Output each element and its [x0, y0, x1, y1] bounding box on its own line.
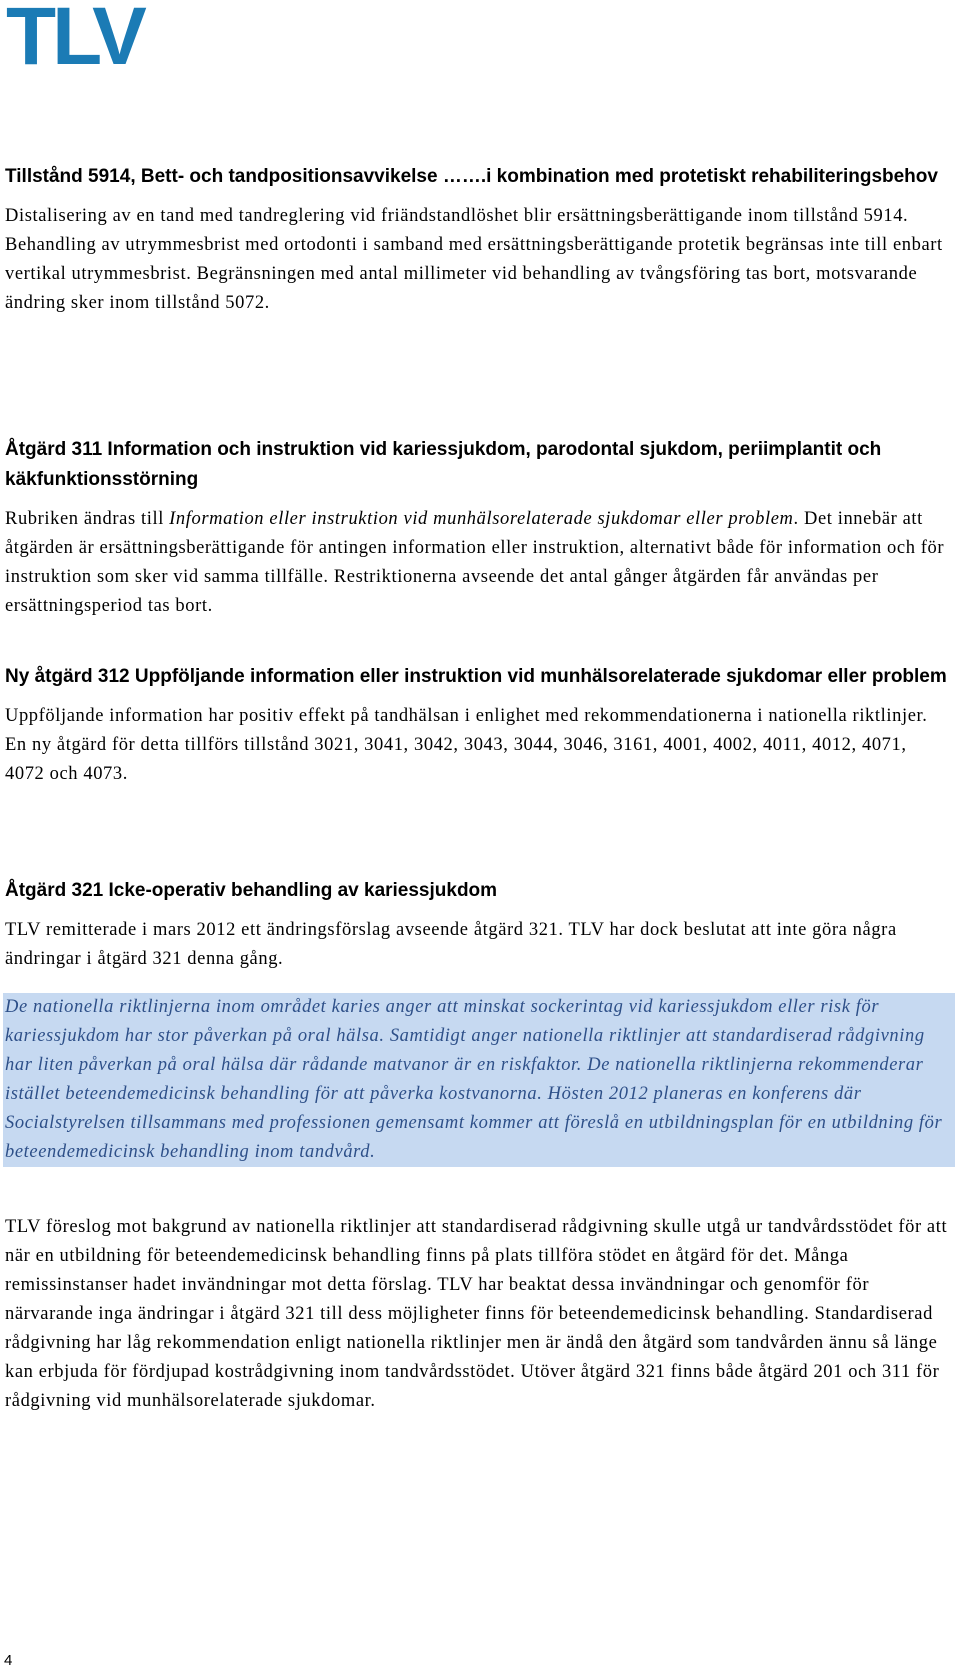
section-atgard-321-continued: [5, 1213, 950, 1416]
section-heading: Ny åtgärd 312 Uppföljande information eller instruktion vid munhälsorelaterade sjukdomar eller problem: [5, 666, 947, 687]
section-heading: Åtgärd 321 Icke-operativ behandling av kariessjukdom: [5, 880, 498, 901]
quote-text: De nationella riktlinjerna inom området karies anger att minskat sockerintag vid kariessjukdom eller risk för kariessjukdom har stor påverkan på oral hälsa. Samtidigt anger nationella riktlinjer att standardiserad rådgivning har liten påverkan på oral hälsa där rådande matvanor är en riskfaktor. De nationella riktlinjerna rekommenderar istället beteendemedicinsk behandling för att påverka kostvanorna. Hösten 2012 planeras en konferens där Socialstyrelsen tillsammans med professionen gemensamt kommer att föreslå en utbildningsplan för en utbildning för beteendemedicinsk behandling inom tandvård.: [5, 997, 943, 1162]
body-prefix: Rubriken ändras till: [5, 509, 170, 529]
section-atgard-321: [5, 876, 950, 974]
section-body: Distalisering av en tand med tandreglering vid friändstandlöshet blir ersättningsberättigande inom tillstånd 5914. Behandling av utrymmesbrist med ortodonti i samband med ersättningsberättigande protetik begränsas inte till enbart vertikal utrymmesbrist. Begränsningen med antal millimeter vid behandling av tvångsföring tas bort, motsvarande ändring sker inom tillstånd 5072.: [5, 206, 943, 313]
tlv-logo: [6, 2, 156, 68]
new-heading-italic: Information eller instruktion vid munhälsorelaterade sjukdomar eller problem: [169, 509, 794, 529]
section-heading: Tillstånd 5914, Bett- och tandpositionsavvikelse …….i kombination med protetiskt rehabiliteringsbehov: [5, 166, 938, 187]
logo-text: TLV: [6, 2, 143, 68]
section-atgard-311: [5, 435, 950, 621]
highlighted-quote: [3, 993, 955, 1167]
section-ny-atgard-312: [5, 662, 950, 789]
section-heading: Åtgärd 311 Information och instruktion vid kariessjukdom, parodontal sjukdom, periimplantit och käkfunktionsstörning: [5, 439, 882, 490]
section-body: TLV remitterade i mars 2012 ett ändringsförslag avseende åtgärd 321. TLV har dock beslutat att inte göra några ändringar i åtgärd 321 denna gång.: [5, 920, 897, 969]
section-body: Uppföljande information har positiv effekt på tandhälsan i enlighet med rekommendationerna i nationella riktlinjer. En ny åtgärd för detta tillförs tillstånd 3021, 3041, 3042, 3043, 3044, 3046, 3161, 4001, 4002, 4011, 4012, 4071, 4072 och 4073.: [5, 706, 928, 784]
section-tillstand-5914: [5, 162, 950, 318]
page-number: 4: [4, 1652, 13, 1669]
body-suffix: . Det innebär att åtgärden är ersättningsberättigande för antingen information eller instruktion, alternativt både för information och för instruktion som sker vid samma tillfälle. Restriktionerna avseende det antal gånger åtgärden får användas per ersättningsperiod tas bort.: [5, 509, 945, 616]
section-body: [5, 505, 950, 621]
section-body: TLV föreslog mot bakgrund av nationella riktlinjer att standardiserad rådgivning skulle utgå ur tandvårdsstödet för att när en utbildning för beteendemedicinsk behandling finns på plats tillföra stödet en åtgärd för det. Många remissinstanser hadet invändningar mot detta förslag. TLV har beaktat dessa invändningar och genomför för närvarande inga ändringar i åtgärd 321 till dess möjligheter finns för beteendemedicinsk behandling. Standardiserad rådgivning har låg rekommendation enligt nationella riktlinjer men är ändå den åtgärd som tandvården ännu så länge kan erbjuda för fördjupad kostrådgivning inom tandvårdsstödet. Utöver åtgärd 321 finns både åtgärd 201 och 311 för rådgivning vid munhälsorelaterade sjukdomar.: [5, 1217, 948, 1411]
